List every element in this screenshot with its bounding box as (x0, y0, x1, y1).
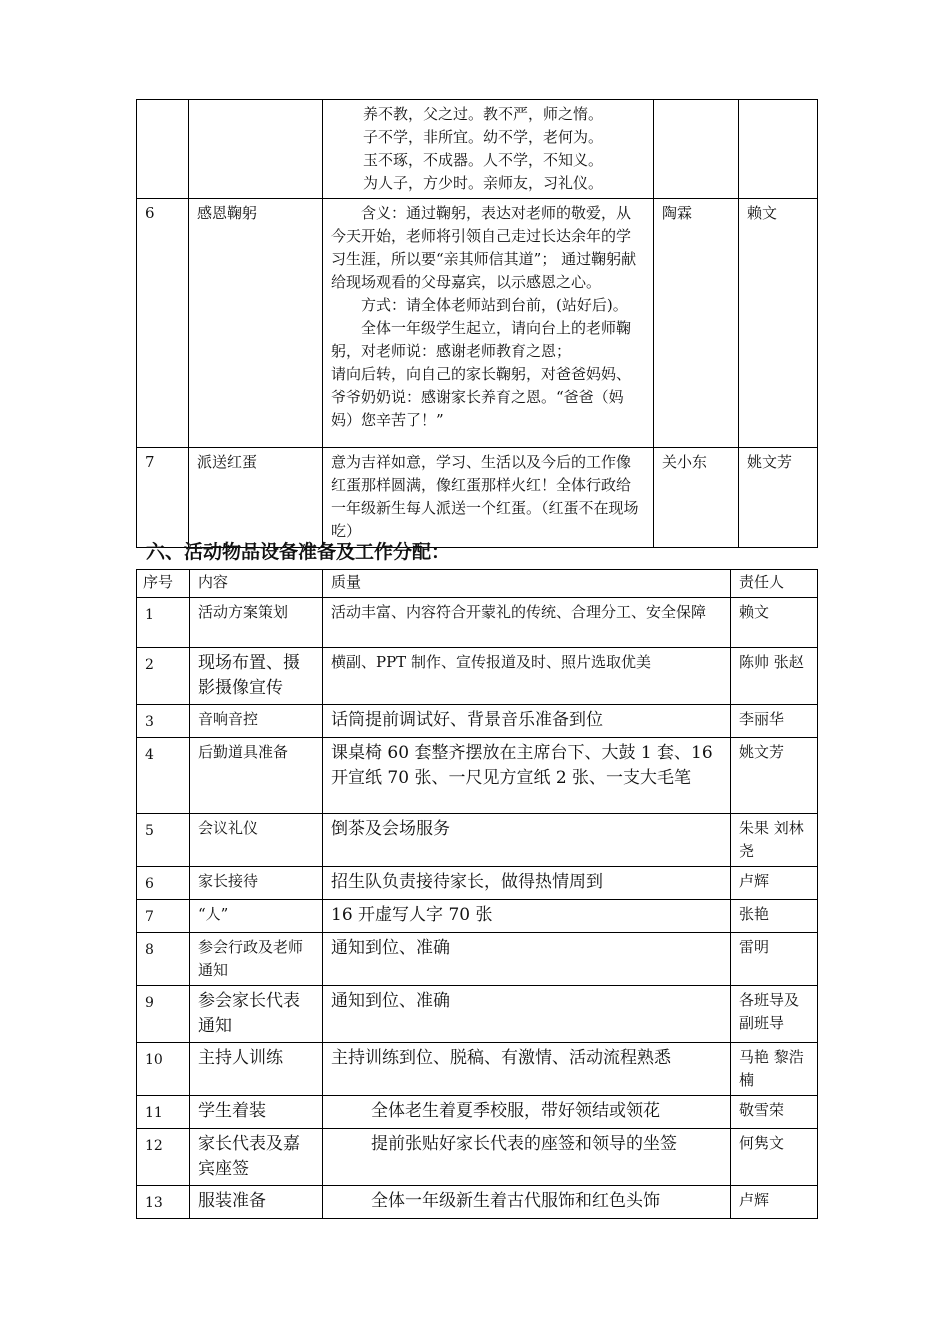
item-content: “人” (190, 900, 323, 933)
item-quality: 全体老生着夏季校服，带好领结或领花 (323, 1096, 731, 1129)
responsible-person: 朱果 刘林尧 (731, 814, 818, 867)
item-quality: 课桌椅 60 套整齐摆放在主席台下、大鼓 1 套、16 开宣纸 70 张、一尺见方宣纸 2 张、一支大毛笔 (323, 738, 731, 814)
table-row (137, 1096, 818, 1129)
header-cell: 序号 (137, 570, 190, 598)
responsible-person: 李丽华 (731, 705, 818, 738)
table-row (137, 598, 818, 648)
item-quality: 活动丰富、内容符合开蒙礼的传统、合理分工、安全保障 (323, 598, 731, 648)
item-quality: 16 开虚写人字 70 张 (323, 900, 731, 933)
item-content: 参会行政及老师通知 (190, 933, 323, 986)
item-quality: 通知到位、准确 (323, 933, 731, 986)
row-number: 8 (137, 933, 190, 986)
responsible-person: 马艳 黎浩楠 (731, 1043, 818, 1096)
row-number: 5 (137, 814, 190, 867)
responsible-person: 雷明 (731, 933, 818, 986)
program-table-continued (136, 99, 818, 548)
item-quality: 提前张贴好家长代表的座签和领导的坐签 (323, 1129, 731, 1186)
item-quality: 招生队负责接待家长，做得热情周到 (323, 867, 731, 900)
item-content: 会议礼仪 (190, 814, 323, 867)
item-content: 后勤道具准备 (190, 738, 323, 814)
item-content: 参会家长代表通知 (190, 986, 323, 1043)
row-number: 12 (137, 1129, 190, 1186)
item-quality: 倒茶及会场服务 (323, 814, 731, 867)
item-name: 派送红蛋 (189, 448, 323, 548)
poem-cell: 养不教，父之过。教不严，师之惰。 子不学，非所宜。幼不学，老何为。 玉不琢，不成器。人不学，不知义。 为人子，方少时。亲师友，习礼仪。 (323, 100, 654, 199)
row-number: 3 (137, 705, 190, 738)
responsible-person: 敬雪荣 (731, 1096, 818, 1129)
header-cell: 责任人 (731, 570, 818, 598)
responsible-person: 姚文芳 (739, 448, 818, 548)
table-row (137, 1129, 818, 1186)
row-number: 2 (137, 648, 190, 705)
table-row (137, 1186, 818, 1219)
header-cell: 质量 (323, 570, 731, 598)
responsible-person: 卢辉 (731, 867, 818, 900)
row-number: 7 (137, 448, 189, 548)
item-content: 活动方案策划 (190, 598, 323, 648)
item-description: 意为吉祥如意，学习、生活以及今后的工作像红蛋那样圆满，像红蛋那样火红！全体行政给一年级新生每人派送一个红蛋。（红蛋不在现场吃） (323, 448, 654, 548)
table-row (137, 1043, 818, 1096)
item-content: 学生着装 (190, 1096, 323, 1129)
table-row (137, 100, 818, 199)
responsible-person: 陶霖 (654, 199, 739, 448)
item-content: 音响音控 (190, 705, 323, 738)
table-row (137, 448, 818, 548)
table-row (137, 986, 818, 1043)
responsible-person: 卢辉 (731, 1186, 818, 1219)
responsible-person: 赖文 (739, 199, 818, 448)
item-description: 含义：通过鞠躬，表达对老师的敬爱，从今天开始，老师将引领自己走过长达余年的学习生涯，所以要“亲其师信其道”； 通过鞠躬献给现场观看的父母嘉宾，以示感恩之心。 方式：请全体老师站到台前，(站好后)。 全体一年级学生起立，请向台上的老师鞠躬，对老师说：感谢老师教育之恩； 请向后转，向自己的家长鞠躬，对爸爸妈妈、爷爷奶奶说：感谢家长养育之恩。“爸爸（妈妈）您辛苦了！” (323, 199, 654, 448)
item-content: 家长代表及嘉宾座签 (190, 1129, 323, 1186)
item-quality: 全体一年级新生着古代服饰和红色头饰 (323, 1186, 731, 1219)
row-number: 13 (137, 1186, 190, 1219)
row-number: 1 (137, 598, 190, 648)
responsible-person: 何隽文 (731, 1129, 818, 1186)
equipment-assignment-table (136, 569, 818, 1219)
responsible-person: 各班导及副班导 (731, 986, 818, 1043)
row-number: 4 (137, 738, 190, 814)
table-row (137, 648, 818, 705)
table-row (137, 900, 818, 933)
row-number: 11 (137, 1096, 190, 1129)
row-number: 9 (137, 986, 190, 1043)
table-header-row (137, 570, 818, 598)
row-number: 6 (137, 199, 189, 448)
item-content: 家长接待 (190, 867, 323, 900)
section-heading: 六、活动物品设备准备及工作分配： (146, 541, 451, 563)
item-content: 服装准备 (190, 1186, 323, 1219)
table-row (137, 867, 818, 900)
item-content: 现场布置、摄影摄像宣传 (190, 648, 323, 705)
header-cell: 内容 (190, 570, 323, 598)
row-number: 10 (137, 1043, 190, 1096)
table-row (137, 738, 818, 814)
table-row (137, 933, 818, 986)
item-quality: 主持训练到位、脱稿、有激情、活动流程熟悉 (323, 1043, 731, 1096)
table-row (137, 199, 818, 448)
responsible-person: 赖文 (731, 598, 818, 648)
item-quality: 话筒提前调试好、背景音乐准备到位 (323, 705, 731, 738)
row-number: 6 (137, 867, 190, 900)
row-number: 7 (137, 900, 190, 933)
table-row (137, 705, 818, 738)
responsible-person: 陈帅 张赵 (731, 648, 818, 705)
item-quality: 通知到位、准确 (323, 986, 731, 1043)
responsible-person: 关小东 (654, 448, 739, 548)
item-name: 感恩鞠躬 (189, 199, 323, 448)
item-quality: 横副、PPT 制作、宣传报道及时、照片选取优美 (323, 648, 731, 705)
item-content: 主持人训练 (190, 1043, 323, 1096)
responsible-person: 姚文芳 (731, 738, 818, 814)
responsible-person: 张艳 (731, 900, 818, 933)
table-row (137, 814, 818, 867)
